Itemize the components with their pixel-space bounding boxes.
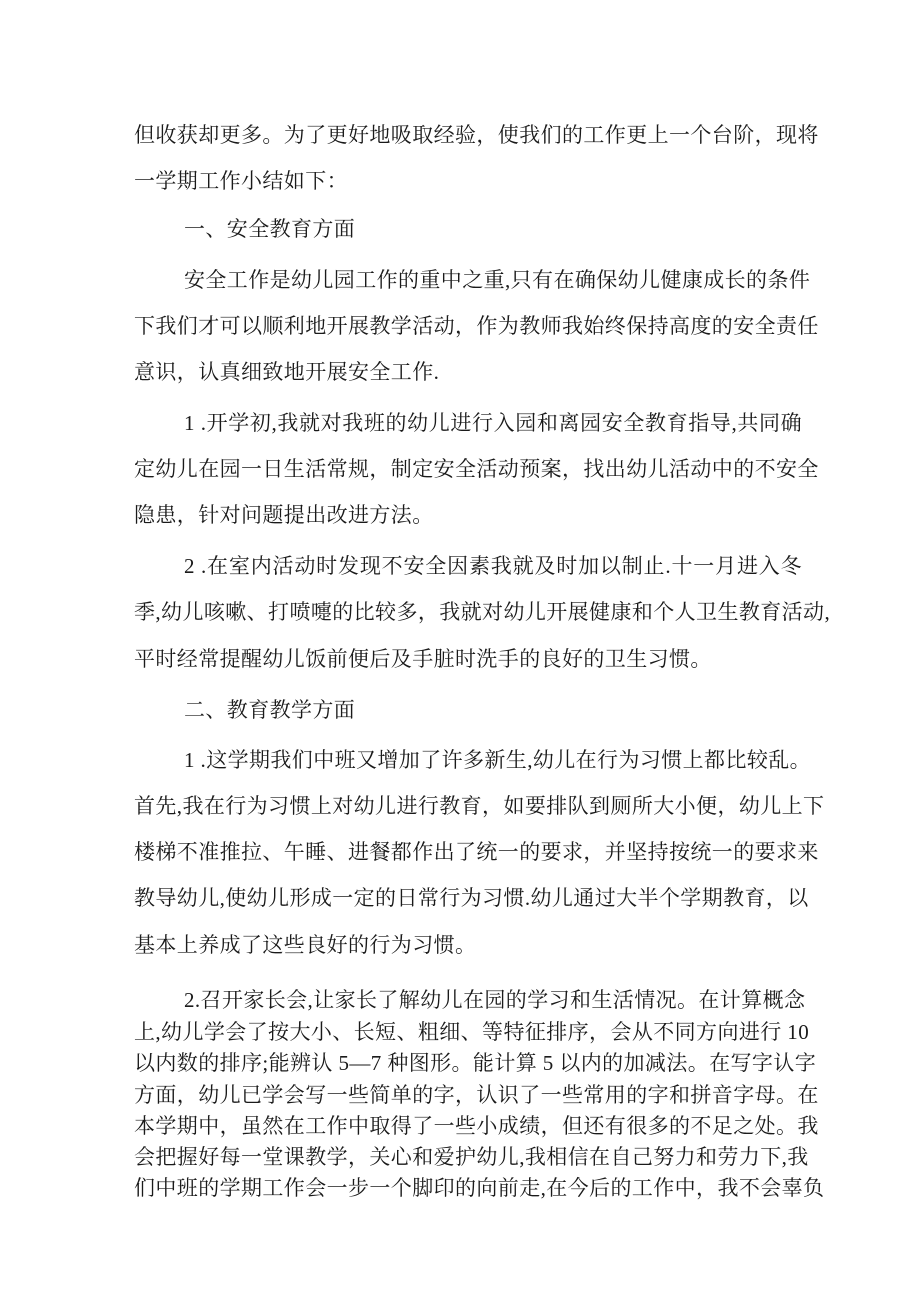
text-line: 定幼儿在园一日生活常规，制定安全活动预案，找出幼儿活动中的不安全 [134,457,819,481]
text-line: 季,幼儿咳嗽、打喷嚏的比较多，我就对幼儿开展健康和个人卫生教育活动, [134,600,831,624]
text-line: 意识，认真细致地开展安全工作. [134,360,440,384]
text-line: 1 .这学期我们中班又增加了许多新生,幼儿在行为习惯上都比较乱。 [184,748,812,772]
text-line: 1 .开学初,我就对我班的幼儿进行入园和离园安全教育指导,共同确 [184,411,802,435]
text-line: 方面，幼儿已学会写一些简单的字，认识了一些常用的字和拼音字母。在 [134,1083,819,1107]
text-line: 2 .在室内活动时发现不安全因素我就及时加以制止.十一月进入冬 [184,554,802,578]
text-line: 以内数的排序;能辨认 5—7 种图形。能计算 5 以内的加减法。在写字认字 [134,1051,817,1075]
text-line: 们中班的学期工作会一步一个脚印的向前走,在今后的工作中，我不会辜负 [134,1176,825,1200]
text-line: 上,幼儿学会了按大小、长短、粗细、等特征排序，会从不同方向进行 10 [134,1020,810,1044]
text-line: 一学期工作小结如下： [134,169,348,193]
text-line: 教导幼儿,使幼儿形成一定的日常行为习惯.幼儿通过大半个学期教育，以 [134,886,809,910]
text-line: 平时经常提醒幼儿饭前便后及手脏时洗手的良好的卫生习惯。 [134,647,712,671]
text-line: 2.召开家长会,让家长了解幼儿在园的学习和生活情况。在计算概念 [184,988,806,1012]
section-heading-teaching: 二、教育教学方面 [184,698,356,722]
text-line: 楼梯不准推拉、午睡、进餐都作出了统一的要求，并坚持按统一的要求来 [134,840,819,864]
text-line: 安全工作是幼儿园工作的重中之重,只有在确保幼儿健康成长的条件 [184,268,811,292]
text-line: 下我们才可以顺利地开展教学活动，作为教师我始终保持高度的安全责任 [134,314,819,338]
text-line: 本学期中，虽然在工作中取得了一些小成绩，但还有很多的不足之处。我 [134,1114,819,1138]
text-line: 会把握好每一堂课教学，关心和爱护幼儿,我相信在自己努力和劳力下,我 [134,1145,809,1169]
text-line: 但收获却更多。为了更好地吸取经验，使我们的工作更上一个台阶，现将 [134,123,819,147]
text-line: 隐患，针对问题提出改进方法。 [134,503,434,527]
section-heading-safety: 一、安全教育方面 [184,217,356,241]
text-line: 首先,我在行为习惯上对幼儿进行教育，如要排队到厕所大小便，幼儿上下 [134,794,825,818]
text-line: 基本上养成了这些良好的行为习惯。 [134,933,477,957]
